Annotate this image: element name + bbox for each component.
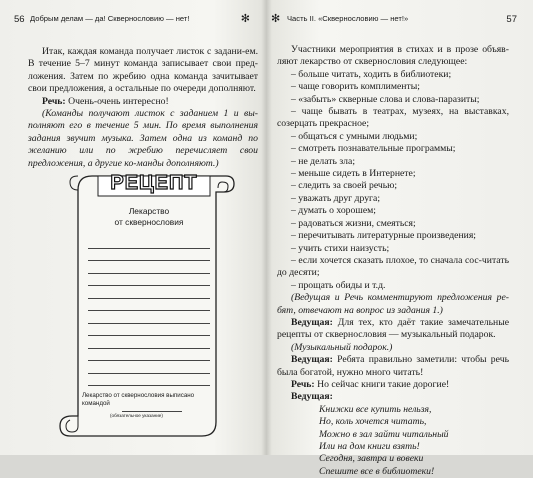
left-page <box>0 0 266 455</box>
dialogue-line <box>277 354 509 379</box>
list-item: – чаще бывать в театрах, музеях, на выставках, созерцать прекрасное; <box>277 106 509 130</box>
list-item: – радоваться жизни, смеяться; <box>291 217 416 229</box>
dialogue-text: Очень-очень интересно! <box>65 95 169 107</box>
blank-line <box>88 336 210 349</box>
list-item: – прощать обиды и т.д. <box>291 279 386 291</box>
dialogue-line <box>277 379 509 391</box>
poem-line: Можно в зал зайти читальный <box>319 428 449 440</box>
recipe-heading <box>83 206 215 228</box>
speaker-label: Ведущая: <box>291 316 333 328</box>
left-body <box>28 46 258 170</box>
speaker-label: Ведущая: <box>291 391 333 403</box>
blank-line <box>88 274 210 287</box>
blank-line <box>88 324 210 337</box>
list-item: – чаще говорить комплименты; <box>291 81 420 93</box>
blank-line <box>88 261 210 274</box>
recipe-banner: РЕЦЕПТ <box>110 172 198 194</box>
signature-label: (обязательное указание) <box>110 413 163 418</box>
blank-line <box>88 236 210 249</box>
dialogue-text: Но сейчас книги такие дорогие! <box>314 378 450 390</box>
recipe-heading-line: Лекарство <box>128 206 170 216</box>
list-item: – перечитывать литературные произведения; <box>291 230 476 242</box>
recipe-scroll <box>58 170 236 440</box>
page-number: 56 <box>14 14 25 25</box>
paragraph: Итак, каждая команда получает листок с задани-ем. В течение 5–7 минут команда записывает свои пред-ложения. Затем по жребию одна команда зачитывает свои предложения, а остальные по очереди дополняют. <box>28 46 258 95</box>
blank-line <box>88 374 210 387</box>
dialogue-line <box>277 317 509 342</box>
list-item: – если хочется сказать плохое, то сначала сос-читать до десяти; <box>277 254 509 279</box>
dialogue-text: Ребята правильно заметили: чтобы речь была богатой, нужно много читать! <box>277 354 509 378</box>
list-item: – учить стихи наизусть; <box>291 242 390 254</box>
list-item: – уважать друг друга; <box>291 192 381 204</box>
page-number: 57 <box>506 14 517 25</box>
list-item: – общаться с умными людьми; <box>291 130 418 142</box>
speaker-label: Ведущая: <box>291 354 333 366</box>
blank-line <box>88 361 210 374</box>
dialogue-line <box>28 96 258 108</box>
blank-line <box>88 349 210 362</box>
poem <box>319 404 509 478</box>
poem-line: Но, коль хочется читать, <box>319 416 427 428</box>
stage-direction: (Музыкальный подарок.) <box>291 341 393 353</box>
running-head: Часть II. «Сквернословию — нет!» <box>287 14 409 23</box>
blank-line <box>88 249 210 262</box>
right-page <box>267 0 533 477</box>
blank-line <box>88 299 210 312</box>
list-item: – следить за своей речью; <box>291 180 398 192</box>
recipe-footer-line: командой <box>82 400 110 407</box>
dialogue-text: Для тех, кто даёт такие замечательные рецепты от сквернословия — музыкальный подарок. <box>277 316 509 341</box>
list-item: – думать о хорошем; <box>291 205 376 217</box>
recipe-heading-line: от сквернословия <box>114 217 184 227</box>
right-body <box>277 44 509 478</box>
list-item: – смотреть познавательные программы; <box>291 143 456 155</box>
poem-line: Книжки все купить нельзя, <box>319 403 432 415</box>
recipe-footer <box>82 392 214 420</box>
stage-direction: (Команды получают листок с заданием 1 и вы-полняют его в течение 5 мин. По время выполнения задания звучит музыка. Затем одна из команд по желанию или по жребию перечисляет свои предложения, а другие ко-манды дополняют.) <box>28 108 258 169</box>
recipe-footer-line: Лекарство от сквернословия выписано <box>82 392 195 399</box>
list-item: – меньше сидеть в Интернете; <box>291 168 416 180</box>
list-item: – «забыть» скверные слова и слова-паразиты; <box>291 93 480 105</box>
left-running-header <box>14 14 254 28</box>
poem-line: Или на дом книги взять! <box>319 441 420 452</box>
paragraph: Участники мероприятия в стихах и в прозе объяв-ляют лекарство от сквернословия следующее: <box>277 44 509 68</box>
list-item: – больше читать, ходить в библиотеки; <box>291 68 452 80</box>
speaker-label: Речь: <box>42 95 66 107</box>
list-item: – не делать зла; <box>291 155 356 167</box>
ornament-icon: ✻ <box>240 13 250 25</box>
stage-direction: (Ведущая и Речь комментируют предложения ре-бят, отвечают на вопрос из задания 1.) <box>277 292 509 316</box>
remedy-list <box>277 69 509 292</box>
speaker-label: Речь: <box>291 378 315 390</box>
recipe-blank-lines <box>88 236 210 386</box>
poem-line: Сегодня, завтра и вовеки <box>319 453 424 465</box>
ornament-icon: ✻ <box>271 13 281 25</box>
blank-line <box>88 286 210 299</box>
running-head: Добрым делам — да! Сквернословию — нет! <box>30 14 190 23</box>
right-running-header <box>271 14 521 28</box>
blank-line <box>88 311 210 324</box>
poem-line: Спешите все в библиотеки! <box>319 465 435 477</box>
